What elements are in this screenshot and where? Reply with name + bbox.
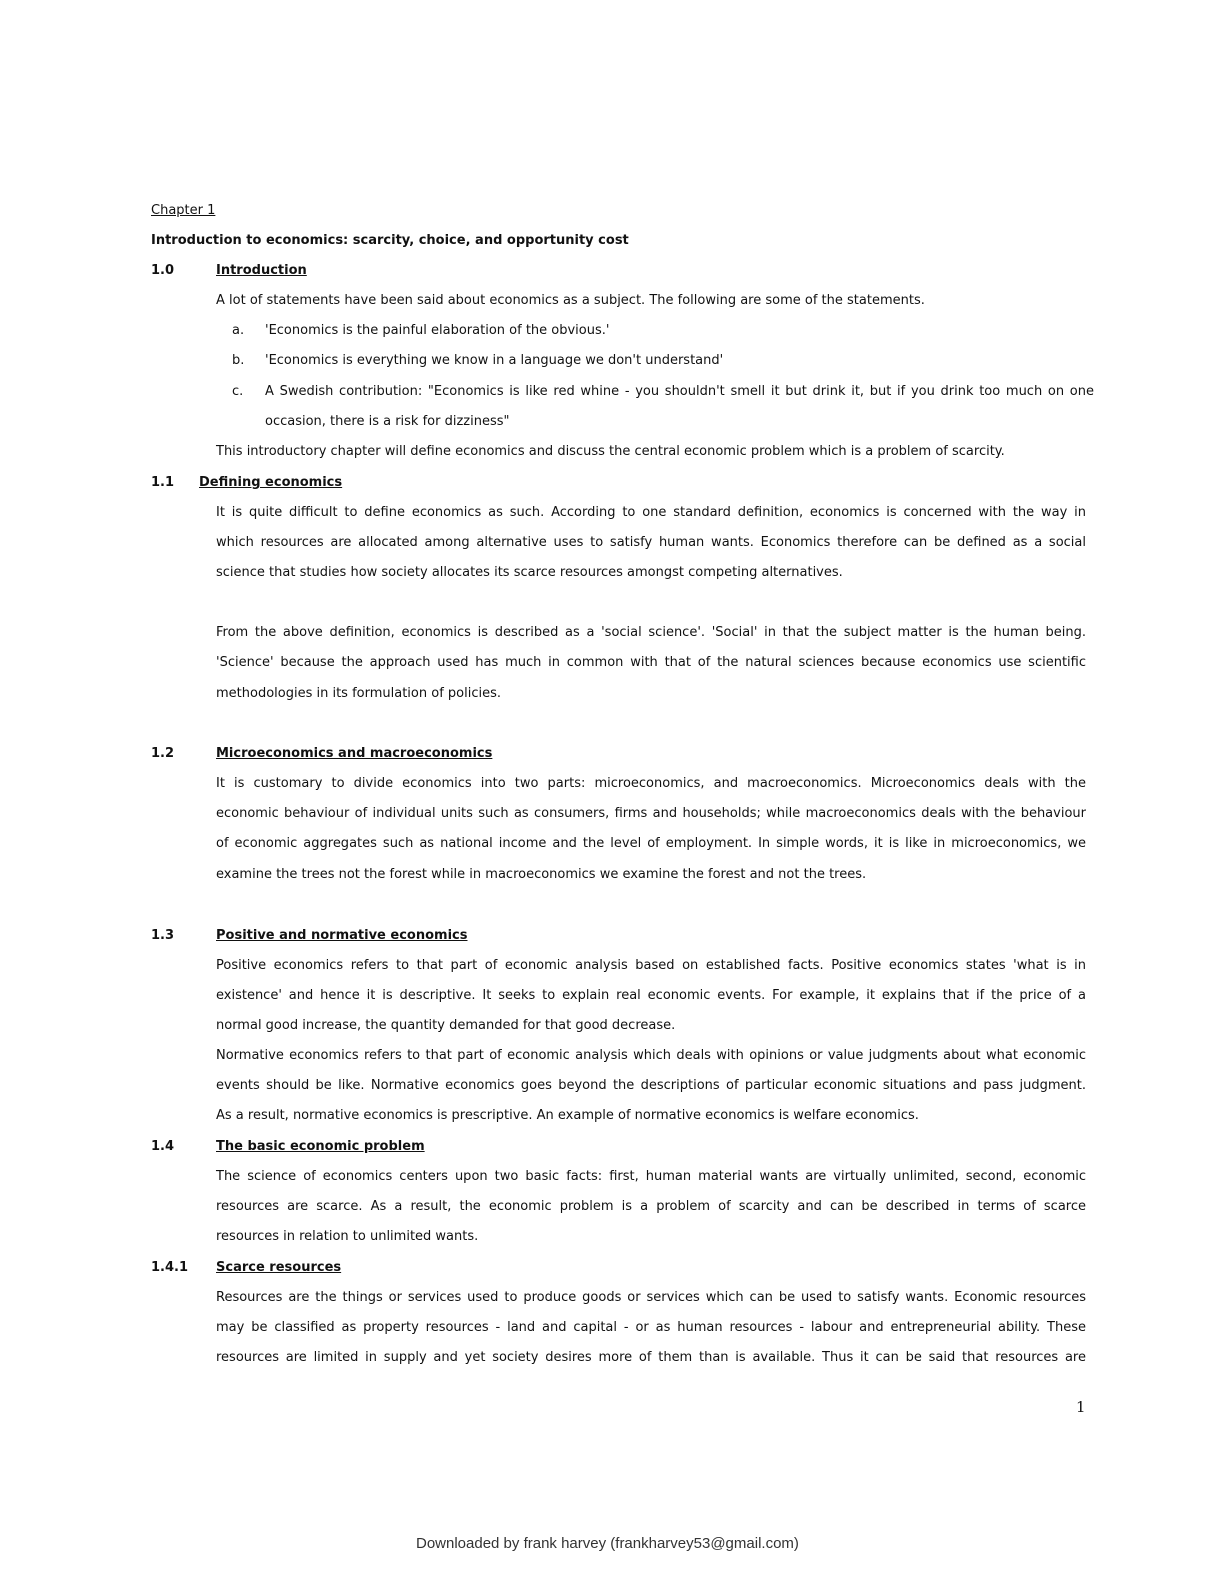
section-number: 1.2 [151,746,175,761]
list-item: 'Economics is the painful elaboration of the obvious.' [265,323,610,338]
paragraph-line: A lot of statements have been said about economics as a subject. The following are some of the statements. [216,293,925,308]
section-number: 1.4 [151,1139,175,1154]
section-number: 1.4.1 [151,1260,189,1275]
list-marker: c. [232,384,244,399]
section-heading: Positive and normative economics [216,928,468,943]
list-item: A Swedish contribution: "Economics is like red whine - you shouldn't smell it but drink it, but if you drink too much on one [265,384,1094,399]
section-heading: Scarce resources [216,1260,342,1275]
paragraph-line: resources are limited in supply and yet society desires more of them than is available. Thus it can be said that resources are [216,1350,1086,1365]
paragraph-line: methodologies in its formulation of policies. [216,686,502,701]
section-heading: Defining economics [199,475,343,490]
section-number: 1.0 [151,263,175,278]
list-marker: a. [232,323,245,338]
list-item: 'Economics is everything we know in a language we don't understand' [265,353,724,368]
chapter-label: Chapter 1 [151,203,216,218]
paragraph-line: The science of economics centers upon two basic facts: first, human material wants are virtually unlimited, second, economic [216,1169,1086,1184]
paragraph-line: Positive economics refers to that part of economic analysis based on established facts. Positive economics states 'what is in [216,958,1086,973]
paragraph-line: economic behaviour of individual units such as consumers, firms and households; while macroeconomics deals with the behaviour [216,806,1086,821]
section-heading: Introduction [216,263,307,278]
section-heading: The basic economic problem [216,1139,425,1154]
paragraph-line: events should be like. Normative economics goes beyond the descriptions of particular economic situations and pass judgment. [216,1078,1086,1093]
section-number: 1.3 [151,928,175,943]
paragraph-line: Resources are the things or services used to produce goods or services which can be used to satisfy wants. Economic resources [216,1290,1086,1305]
paragraph-line: 'Science' because the approach used has much in common with that of the natural sciences because economics use scientific [216,655,1086,670]
list-item-continuation: occasion, there is a risk for dizziness" [265,414,510,429]
paragraph-line: It is quite difficult to define economics as such. According to one standard definition, economics is concerned with the way in [216,505,1086,520]
chapter-title: Introduction to economics: scarcity, choice, and opportunity cost [151,233,629,248]
paragraph-line: existence' and hence it is descriptive. It seeks to explain real economic events. For example, it explains that if the price of a [216,988,1086,1003]
paragraph-line: resources in relation to unlimited wants. [216,1229,479,1244]
paragraph-line: This introductory chapter will define economics and discuss the central economic problem which is a problem of scarcity. [216,444,1005,459]
paragraph-line: normal good increase, the quantity demanded for that good decrease. [216,1018,676,1033]
paragraph-line: of economic aggregates such as national income and the level of employment. In simple words, it is like in microeconomics, we [216,836,1086,851]
page-number: 1 [1076,1398,1086,1416]
paragraph-line: examine the trees not the forest while in macroeconomics we examine the forest and not the trees. [216,867,867,882]
paragraph-line: resources are scarce. As a result, the economic problem is a problem of scarcity and can be described in terms of scarce [216,1199,1086,1214]
download-footer: Downloaded by frank harvey (frankharvey53@gmail.com) [416,1535,799,1552]
paragraph-line: may be classified as property resources - land and capital - or as human resources - labour and entrepreneurial ability. These [216,1320,1086,1335]
section-heading: Microeconomics and macroeconomics [216,746,493,761]
paragraph-line: It is customary to divide economics into two parts: microeconomics, and macroeconomics. Microeconomics deals with the [216,776,1086,791]
list-marker: b. [232,353,245,368]
paragraph-line: As a result, normative economics is prescriptive. An example of normative economics is welfare economics. [216,1108,919,1123]
paragraph-line: From the above definition, economics is described as a 'social science'. 'Social' in that the subject matter is the human being. [216,625,1086,640]
paragraph-line: Normative economics refers to that part of economic analysis which deals with opinions or value judgments about what economic [216,1048,1086,1063]
paragraph-line: science that studies how society allocates its scarce resources amongst competing alternatives. [216,565,843,580]
section-number: 1.1 [151,475,175,490]
paragraph-line: which resources are allocated among alternative uses to satisfy human wants. Economics therefore can be defined as a social [216,535,1086,550]
